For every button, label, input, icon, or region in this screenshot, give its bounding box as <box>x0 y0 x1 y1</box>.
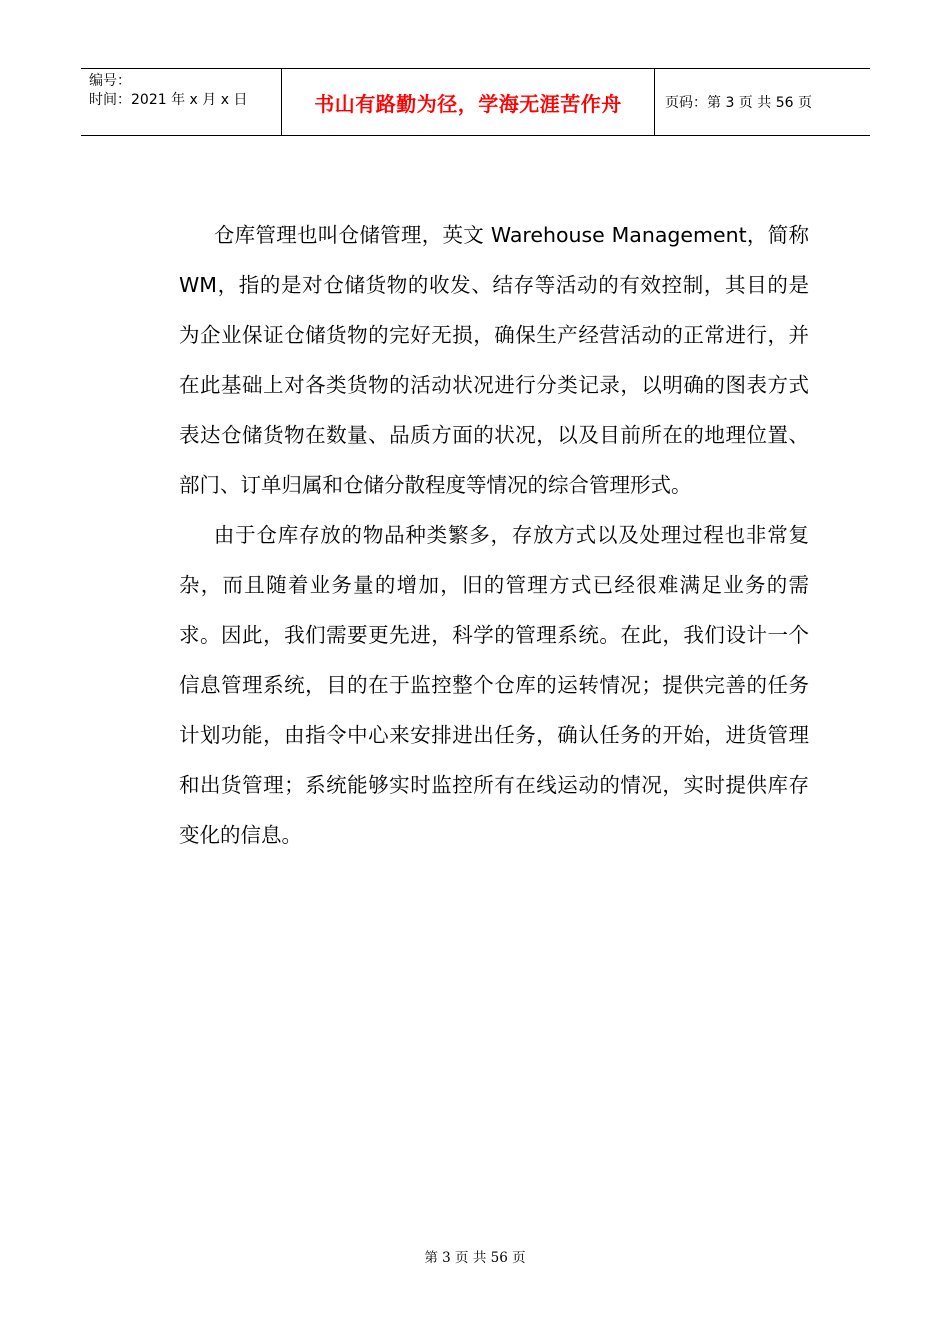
paragraph: 由于仓库存放的物品种类繁多，存放方式以及处理过程也非常复杂，而且随着业务量的增加，旧的管理方式已经很难满足业务的需求。因此，我们需要更先进，科学的管理系统。在此，我们设计一个信息管理系统，目的在于监控整个仓库的运转情况；提供完善的任务计划功能，由指令中心来安排进出任务，确认任务的开始，进货管理和出货管理；系统能够实时监控所有在线运动的情况，实时提供库存变化的信息。 <box>179 523 809 847</box>
page-info-text: 页码：第 3 页 共 56 页 <box>665 95 812 111</box>
date-label: 时间：2021 年 x 月 x 日 <box>89 92 248 108</box>
header-page-cell <box>655 69 870 135</box>
serial-number-label: 编号： <box>89 73 131 89</box>
page-footer: 第 3 页 共 56 页 <box>424 1250 526 1266</box>
header-motto-cell <box>282 69 655 135</box>
document-header <box>81 68 870 136</box>
motto-text: 书山有路勤为径，学海无涯苦作舟 <box>314 91 622 116</box>
header-meta-cell <box>81 69 282 135</box>
document-body <box>179 210 809 860</box>
paragraph: 仓库管理也叫仓储管理，英文 Warehouse Management，简称 WM，指的是对仓储货物的收发、结存等活动的有效控制，其目的是为企业保证仓储货物的完好无损，确保生产经营活动的正常进行，并在此基础上对各类货物的活动状况进行分类记录，以明确的图表方式表达仓储货物在数量、品质方面的状况，以及目前所在的地理位置、部门、订单归属和仓储分散程度等情况的综合管理形式。 <box>179 223 809 497</box>
